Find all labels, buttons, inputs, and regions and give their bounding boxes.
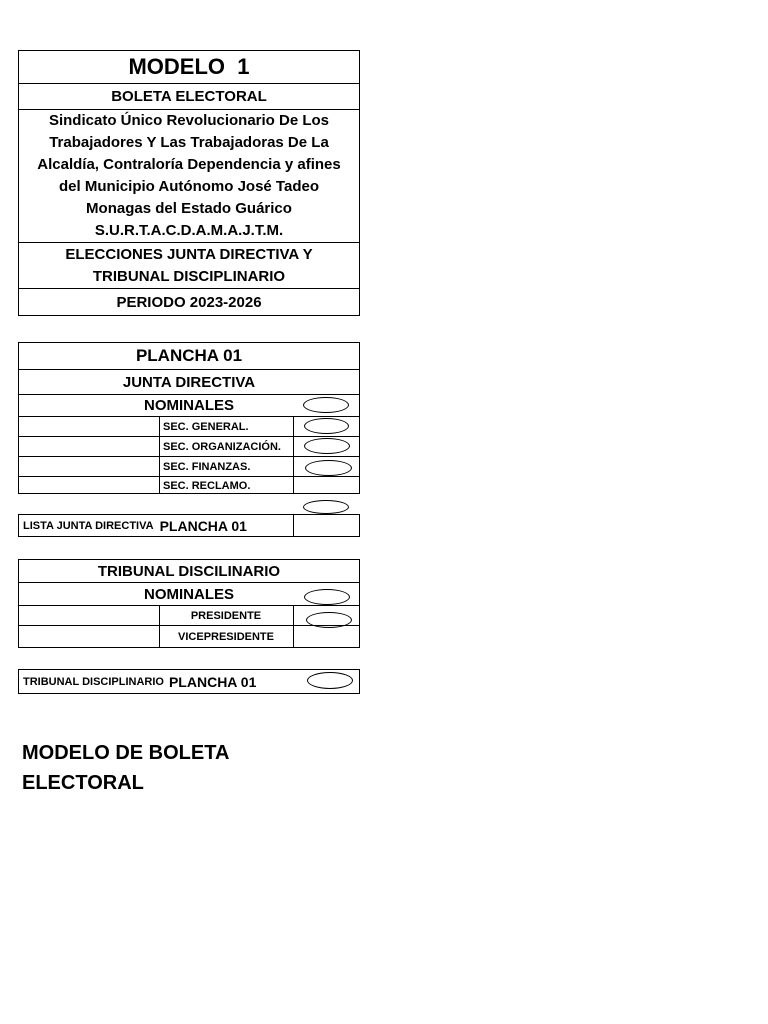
junta-title-row — [19, 370, 359, 395]
footer-line: ELECTORAL — [22, 772, 144, 794]
plancha-row — [19, 343, 359, 370]
sindicato-row — [19, 110, 359, 243]
lista-tribunal-text — [23, 670, 256, 693]
lista-junta-directiva-row — [18, 514, 360, 537]
elecciones-line: ELECCIONES JUNTA DIRECTIVA Y — [65, 245, 313, 263]
cargo-label: SEC. GENERAL. — [163, 420, 249, 433]
elecciones-row — [19, 243, 359, 289]
junta-directiva-section — [18, 342, 360, 494]
vote-oval[interactable] — [304, 418, 349, 434]
cargo-label: SEC. FINANZAS. — [163, 460, 251, 473]
lista-junta-label: LISTA JUNTA DIRECTIVA — [23, 519, 154, 532]
lista-junta-vote-oval[interactable] — [303, 500, 349, 514]
sindicato-line: del Municipio Autónomo José Tadeo — [58, 178, 319, 195]
junta-title: JUNTA DIRECTIVA — [122, 373, 256, 391]
periodo: PERIODO 2023-2026 — [116, 293, 262, 311]
lista-junta-text — [23, 515, 247, 536]
sindicato-line: Trabajadores Y Las Trabajadoras De La — [49, 134, 329, 151]
cargo-label: PRESIDENTE — [190, 609, 262, 622]
ballot-header — [18, 50, 360, 316]
boleta-row — [19, 84, 359, 110]
tribunal-title-row — [19, 560, 359, 583]
vote-oval[interactable] — [304, 438, 350, 454]
cargo-row — [19, 417, 359, 437]
cargo-label: VICEPRESIDENTE — [178, 630, 274, 643]
tribunal-title: TRIBUNAL DISCILINARIO — [97, 562, 281, 580]
lista-tribunal-label: TRIBUNAL DISCIPLINARIO — [23, 675, 164, 688]
cargo-row — [19, 437, 359, 457]
cargo-row — [19, 606, 359, 626]
nominales-vote-oval[interactable] — [304, 589, 350, 605]
nominales-label: NOMINALES — [144, 397, 234, 414]
cargo-label: SEC. ORGANIZACIÓN. — [163, 440, 281, 453]
modelo-title-row — [19, 51, 359, 84]
elecciones-line: TRIBUNAL DISCIPLINARIO — [92, 267, 286, 285]
cargo-label: SEC. RECLAMO. — [163, 479, 251, 492]
sindicato-acronym: S.U.R.T.A.C.D.A.M.A.J.T.M. — [94, 222, 284, 239]
periodo-row — [19, 289, 359, 315]
sindicato-line: Sindicato Único Revolucionario De Los — [48, 112, 330, 129]
nominales-label: NOMINALES — [144, 585, 234, 603]
lista-junta-plancha: PLANCHA 01 — [159, 517, 247, 534]
footer-line: MODELO DE BOLETA — [22, 742, 230, 764]
plancha-title: PLANCHA 01 — [135, 346, 243, 365]
sindicato-line: Alcaldía, Contraloría Dependencia y afines — [37, 156, 341, 173]
boleta-title: BOLETA ELECTORAL — [111, 88, 267, 105]
nominales-vote-oval[interactable] — [303, 397, 349, 413]
lista-tribunal-row — [18, 669, 360, 694]
modelo-title: MODELO 1 — [128, 54, 250, 79]
cargo-row — [19, 626, 359, 647]
sindicato-line: Monagas del Estado Guárico — [86, 200, 292, 217]
junta-nominales-row — [19, 395, 359, 417]
tribunal-nominales-row — [19, 583, 359, 606]
vote-oval[interactable] — [305, 460, 352, 476]
cargo-row — [19, 477, 359, 494]
footer-caption — [22, 738, 282, 798]
lista-tribunal-vote-oval[interactable] — [307, 672, 353, 689]
tribunal-section — [18, 559, 360, 648]
lista-tribunal-plancha: PLANCHA 01 — [168, 673, 257, 690]
cargo-row — [19, 457, 359, 477]
